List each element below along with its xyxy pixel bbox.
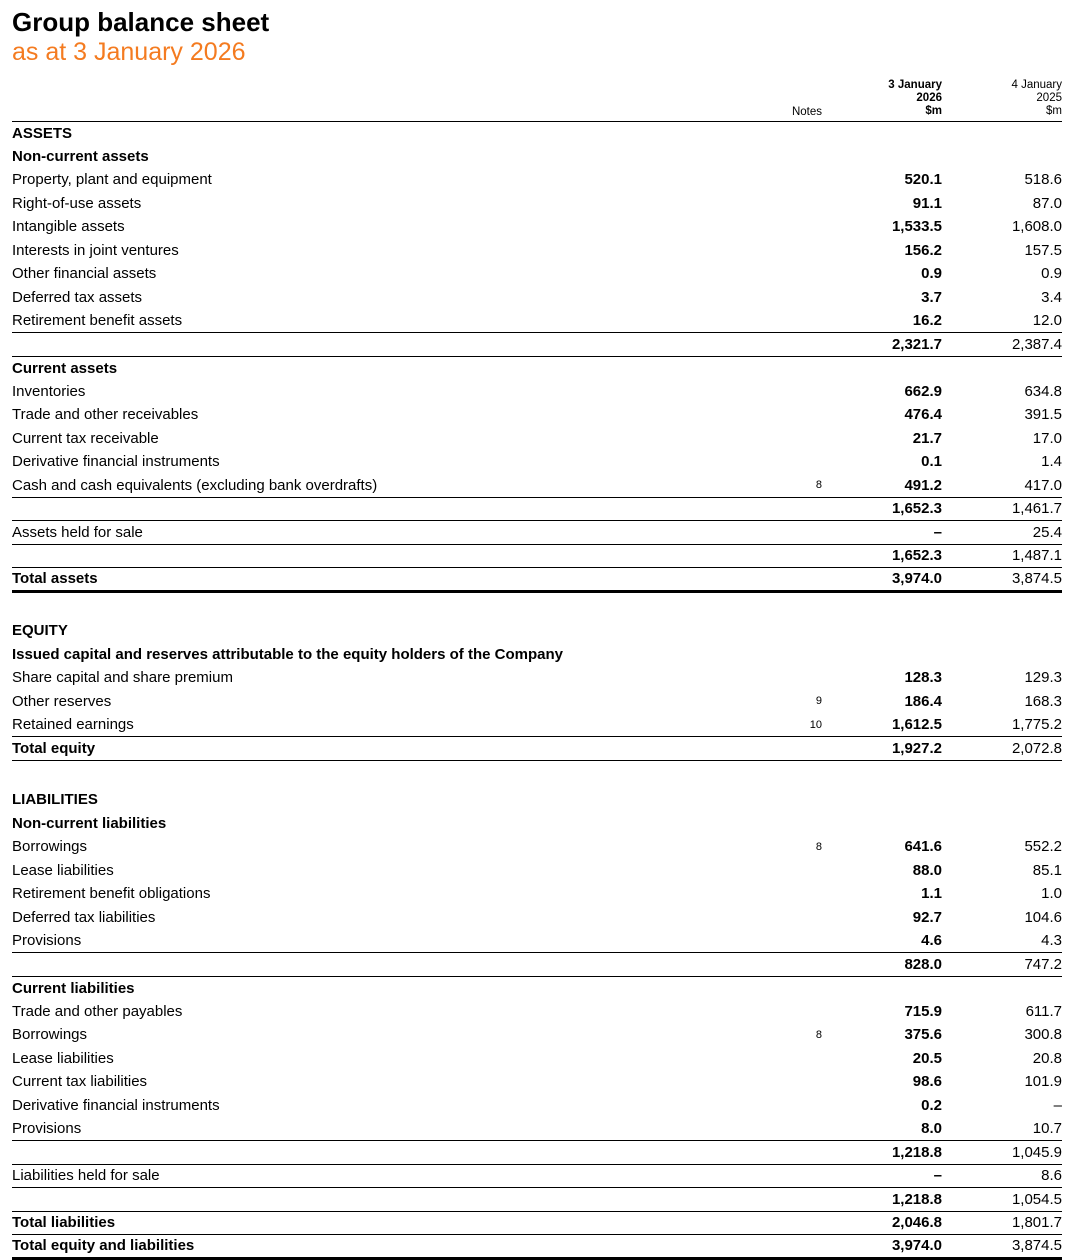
cell-v2: 1,487.1 — [942, 544, 1062, 568]
cell-note — [714, 309, 822, 333]
table-row-item — [12, 1094, 1062, 1118]
cell-note — [714, 568, 822, 592]
cell-v1: 8.0 — [822, 1117, 942, 1141]
cell-v1: 1,927.2 — [822, 737, 942, 761]
table-row-item — [12, 882, 1062, 906]
table-row-section — [12, 619, 1062, 643]
balance-sheet-body — [12, 121, 1062, 1258]
cell-note — [714, 262, 822, 286]
table-row-total — [12, 568, 1062, 592]
cell-v2 — [942, 145, 1062, 169]
cell-v1 — [822, 976, 942, 1000]
cell-note — [714, 1211, 822, 1235]
cell-v2: 1,461.7 — [942, 497, 1062, 521]
table-row-subtotal — [12, 544, 1062, 568]
cell-label: Assets held for sale — [12, 521, 714, 545]
table-row-item — [12, 286, 1062, 310]
table-row-subheader — [12, 812, 1062, 836]
balance-sheet-table — [12, 79, 1062, 1260]
table-row-item — [12, 1000, 1062, 1024]
table-row-item — [12, 713, 1062, 737]
current-period-line-1: 3 January — [888, 78, 942, 91]
cell-v2: 1,775.2 — [942, 713, 1062, 737]
cell-v2: 17.0 — [1032, 429, 1062, 447]
cell-label: Liabilities held for sale — [12, 1164, 714, 1188]
table-row-subheader — [12, 976, 1062, 1000]
cell-label — [12, 333, 714, 357]
cell-label: LIABILITIES — [12, 791, 98, 809]
cell-note — [714, 1000, 822, 1024]
cell-v1: 0.2 — [921, 1096, 942, 1114]
cell-label: Property, plant and equipment — [12, 171, 212, 189]
cell-v2: 104.6 — [1024, 908, 1062, 926]
cell-v1: 375.6 — [904, 1026, 942, 1044]
cell-v1: 1,652.3 — [822, 544, 942, 568]
cell-note — [714, 215, 822, 239]
table-header — [12, 79, 1062, 122]
cell-v1: 1,218.8 — [822, 1188, 942, 1212]
cell-v1: 1,218.8 — [822, 1141, 942, 1165]
cell-v2: 634.8 — [1024, 382, 1062, 400]
cell-note: 9 — [815, 695, 822, 708]
cell-label: Derivative financial instruments — [12, 453, 220, 471]
cell-v1: 0.9 — [921, 265, 942, 283]
cell-v1 — [822, 643, 942, 667]
cell-v2: 12.0 — [942, 309, 1062, 333]
prior-period-line-2: 2025 — [1036, 91, 1062, 104]
cell-note — [714, 497, 822, 521]
cell-v2: 1,045.9 — [942, 1141, 1062, 1165]
cell-v1: 662.9 — [904, 382, 942, 400]
cell-v1 — [822, 619, 942, 643]
table-row-item — [12, 215, 1062, 239]
cell-v2: 1.4 — [1041, 453, 1062, 471]
table-row-item — [12, 1117, 1062, 1141]
cell-label: Inventories — [12, 382, 86, 400]
cell-note: 8 — [714, 474, 822, 498]
cell-v1: 4.6 — [822, 929, 942, 953]
table-row-section — [12, 121, 1062, 145]
cell-v2: 1,054.5 — [942, 1188, 1062, 1212]
cell-v1: 88.0 — [912, 861, 942, 879]
cell-v2: 25.4 — [942, 521, 1062, 545]
cell-v1: 828.0 — [822, 953, 942, 977]
cell-label: Current tax receivable — [12, 429, 159, 447]
cell-note — [714, 333, 822, 357]
cell-v2 — [942, 619, 1062, 643]
table-row-item — [12, 239, 1062, 263]
cell-note — [714, 976, 822, 1000]
cell-label: Share capital and share premium — [12, 669, 233, 687]
cell-v1: 156.2 — [904, 241, 942, 259]
cell-label: Provisions — [12, 929, 714, 953]
cell-v1: 1,612.5 — [822, 713, 942, 737]
table-row-total — [12, 737, 1062, 761]
cell-v2: 1,801.7 — [942, 1211, 1062, 1235]
cell-label: Deferred tax assets — [12, 288, 143, 306]
table-row-item — [12, 1047, 1062, 1071]
cell-v1: 91.1 — [912, 194, 942, 212]
cell-note — [714, 1070, 822, 1094]
cell-v2: 1,608.0 — [1011, 218, 1062, 236]
cell-v1: 2,321.7 — [822, 333, 942, 357]
cell-label: Interests in joint ventures — [12, 241, 179, 259]
table-row-item — [12, 427, 1062, 451]
prior-period-unit: $m — [1046, 104, 1062, 117]
table-row-item — [12, 474, 1062, 498]
table-row-item — [12, 403, 1062, 427]
cell-v2: – — [1053, 1096, 1062, 1114]
cell-label: Borrowings — [12, 1026, 88, 1044]
table-row-subtotal — [12, 497, 1062, 521]
cell-note — [714, 121, 822, 145]
header-prior-period-cell — [942, 79, 1062, 122]
cell-v1: – — [822, 1164, 942, 1188]
cell-label: Lease liabilities — [12, 1049, 114, 1067]
cell-v1 — [822, 356, 942, 380]
cell-note — [714, 859, 822, 883]
current-period-line-2: 2026 — [916, 91, 942, 104]
table-row-item — [12, 929, 1062, 953]
cell-label: Current liabilities — [12, 979, 135, 997]
cell-label: Right-of-use assets — [12, 194, 142, 212]
cell-note — [714, 145, 822, 169]
cell-v2: 85.1 — [1032, 861, 1062, 879]
cell-v2 — [942, 643, 1062, 667]
cell-v2: 3.4 — [1041, 288, 1062, 306]
cell-v2 — [942, 356, 1062, 380]
cell-note — [714, 929, 822, 953]
table-row-subtotal — [12, 1141, 1062, 1165]
table-row-item — [12, 262, 1062, 286]
table-row-item — [12, 666, 1062, 690]
notes-column-header: Notes — [791, 105, 822, 118]
table-row-subtotal — [12, 333, 1062, 357]
cell-note: 8 — [815, 1028, 822, 1041]
cell-label: Total equity and liabilities — [12, 1235, 714, 1259]
cell-label: Non-current liabilities — [12, 814, 167, 832]
cell-v1: 491.2 — [822, 474, 942, 498]
cell-v1: 3,974.0 — [822, 568, 942, 592]
cell-label: Retirement benefit obligations — [12, 885, 211, 903]
table-row-section — [12, 788, 1062, 812]
cell-label: Provisions — [12, 1117, 714, 1141]
cell-v1: 21.7 — [912, 429, 942, 447]
cell-note: 8 — [815, 840, 822, 853]
table-row-subtotal — [12, 1188, 1062, 1212]
cell-note — [714, 403, 822, 427]
table-row-item — [12, 835, 1062, 859]
cell-label — [12, 953, 714, 977]
cell-note — [714, 882, 822, 906]
cell-v2: 300.8 — [1024, 1026, 1062, 1044]
cell-note — [714, 168, 822, 192]
page-subtitle: as at 3 January 2026 — [12, 37, 246, 66]
cell-label: ASSETS — [12, 124, 73, 142]
cell-note — [714, 666, 822, 690]
cell-v2: 10.7 — [942, 1117, 1062, 1141]
cell-v1: – — [822, 521, 942, 545]
cell-v2: 747.2 — [942, 953, 1062, 977]
cell-label: Other financial assets — [12, 265, 157, 283]
cell-note — [714, 737, 822, 761]
table-row-item — [12, 1164, 1062, 1188]
cell-v1: 20.5 — [912, 1049, 942, 1067]
cell-note — [714, 450, 822, 474]
cell-note — [714, 1141, 822, 1165]
table-row-total — [12, 1235, 1062, 1259]
cell-note: 10 — [714, 713, 822, 737]
cell-note — [714, 906, 822, 930]
table-row-item — [12, 521, 1062, 545]
cell-label: Other reserves — [12, 692, 112, 710]
cell-v1: 128.3 — [904, 669, 942, 687]
table-row-item — [12, 1023, 1062, 1047]
cell-label: Cash and cash equivalents (excluding bank overdrafts) — [12, 474, 714, 498]
cell-v2: 101.9 — [1024, 1073, 1062, 1091]
cell-v2: 4.3 — [942, 929, 1062, 953]
cell-v1: 2,046.8 — [822, 1211, 942, 1235]
cell-note — [714, 1047, 822, 1071]
header-row — [12, 79, 1062, 122]
cell-v2: 3,874.5 — [942, 568, 1062, 592]
cell-label: EQUITY — [12, 622, 68, 640]
cell-v2 — [942, 788, 1062, 812]
cell-v1 — [822, 145, 942, 169]
table-row-item — [12, 168, 1062, 192]
cell-note — [714, 1235, 822, 1259]
cell-note — [714, 544, 822, 568]
cell-label: Retirement benefit assets — [12, 309, 714, 333]
table-row-item — [12, 859, 1062, 883]
cell-v1 — [822, 788, 942, 812]
cell-v1: 3.7 — [921, 288, 942, 306]
cell-v2: 87.0 — [1032, 194, 1062, 212]
table-row-item — [12, 690, 1062, 714]
cell-v1: 641.6 — [904, 838, 942, 856]
table-row-item — [12, 1070, 1062, 1094]
table-row-item — [12, 192, 1062, 216]
cell-v2: 611.7 — [1025, 1002, 1062, 1020]
cell-label: Current tax liabilities — [12, 1073, 148, 1091]
cell-v2 — [942, 976, 1062, 1000]
cell-note — [714, 953, 822, 977]
cell-label: Total equity — [12, 737, 714, 761]
cell-label: Issued capital and reserves attributable to the equity holders of the Company — [12, 645, 563, 663]
cell-v1 — [822, 121, 942, 145]
cell-v2: 8.6 — [942, 1164, 1062, 1188]
cell-label: Derivative financial instruments — [12, 1096, 220, 1114]
cell-v2: 552.2 — [1024, 838, 1062, 856]
cell-v1: 1,652.3 — [822, 497, 942, 521]
cell-v1: 520.1 — [904, 171, 942, 189]
cell-v1: 3,974.0 — [822, 1235, 942, 1259]
cell-v2: 518.6 — [1024, 171, 1062, 189]
table-row-item — [12, 380, 1062, 404]
table-row-total — [12, 1211, 1062, 1235]
cell-v1: 476.4 — [904, 406, 942, 424]
cell-v2: 1.0 — [1041, 885, 1062, 903]
cell-v1: 1,533.5 — [891, 218, 942, 236]
header-notes-cell — [714, 79, 822, 122]
cell-v2 — [942, 812, 1062, 836]
header-current-period-cell — [822, 79, 942, 122]
cell-v1: 16.2 — [822, 309, 942, 333]
cell-note — [714, 1094, 822, 1118]
cell-label: Total liabilities — [12, 1211, 714, 1235]
cell-label: Borrowings — [12, 838, 88, 856]
cell-label — [12, 1188, 714, 1212]
cell-v1: 1.1 — [921, 885, 942, 903]
table-row-subheader — [12, 356, 1062, 380]
cell-v2: 391.5 — [1024, 406, 1062, 424]
table-row-item — [12, 309, 1062, 333]
cell-note — [714, 192, 822, 216]
table-row-subheader — [12, 643, 1062, 667]
cell-label: Deferred tax liabilities — [12, 908, 156, 926]
cell-note — [714, 1164, 822, 1188]
table-row-item — [12, 450, 1062, 474]
cell-label: Intangible assets — [12, 218, 125, 236]
cell-v1: 0.1 — [921, 453, 942, 471]
cell-v2: 3,874.5 — [942, 1235, 1062, 1259]
cell-v2: 157.5 — [1024, 241, 1062, 259]
cell-label: Current assets — [12, 359, 118, 377]
cell-note — [714, 239, 822, 263]
cell-v1: 98.6 — [912, 1073, 942, 1091]
cell-note — [714, 812, 822, 836]
prior-period-line-1: 4 January — [1011, 78, 1062, 91]
cell-note — [714, 356, 822, 380]
cell-note — [714, 619, 822, 643]
cell-note — [714, 643, 822, 667]
cell-label — [12, 497, 714, 521]
cell-v1: 186.4 — [904, 692, 942, 710]
table-row-item — [12, 906, 1062, 930]
cell-label: Retained earnings — [12, 713, 714, 737]
cell-note — [714, 788, 822, 812]
cell-note — [714, 427, 822, 451]
table-row-spacer — [12, 591, 1062, 619]
spacer-cell — [12, 591, 1062, 619]
cell-label: Non-current assets — [12, 147, 149, 165]
header-label-cell — [12, 79, 714, 122]
cell-v2: 168.3 — [1024, 692, 1062, 710]
cell-v2: 20.8 — [1032, 1049, 1062, 1067]
cell-v1 — [822, 812, 942, 836]
cell-label: Total assets — [12, 568, 714, 592]
cell-v2: 417.0 — [942, 474, 1062, 498]
spacer-cell — [12, 760, 1062, 788]
current-period-unit: $m — [925, 104, 942, 117]
cell-label — [12, 544, 714, 568]
table-row-spacer — [12, 760, 1062, 788]
table-row-subheader — [12, 145, 1062, 169]
cell-v2: 129.3 — [1024, 669, 1062, 687]
page-title: Group balance sheet — [12, 7, 270, 37]
table-row-subtotal — [12, 953, 1062, 977]
cell-v1: 92.7 — [912, 908, 942, 926]
cell-label — [12, 1141, 714, 1165]
cell-v2 — [942, 121, 1062, 145]
cell-label: Trade and other receivables — [12, 406, 199, 424]
cell-note — [714, 286, 822, 310]
cell-v2: 2,072.8 — [942, 737, 1062, 761]
cell-label: Lease liabilities — [12, 861, 114, 879]
cell-v2: 2,387.4 — [942, 333, 1062, 357]
cell-v1: 715.9 — [904, 1002, 942, 1020]
cell-v2: 0.9 — [1041, 265, 1062, 283]
cell-note — [714, 1188, 822, 1212]
cell-note — [714, 521, 822, 545]
cell-note — [714, 380, 822, 404]
cell-note — [714, 1117, 822, 1141]
cell-label: Trade and other payables — [12, 1002, 183, 1020]
